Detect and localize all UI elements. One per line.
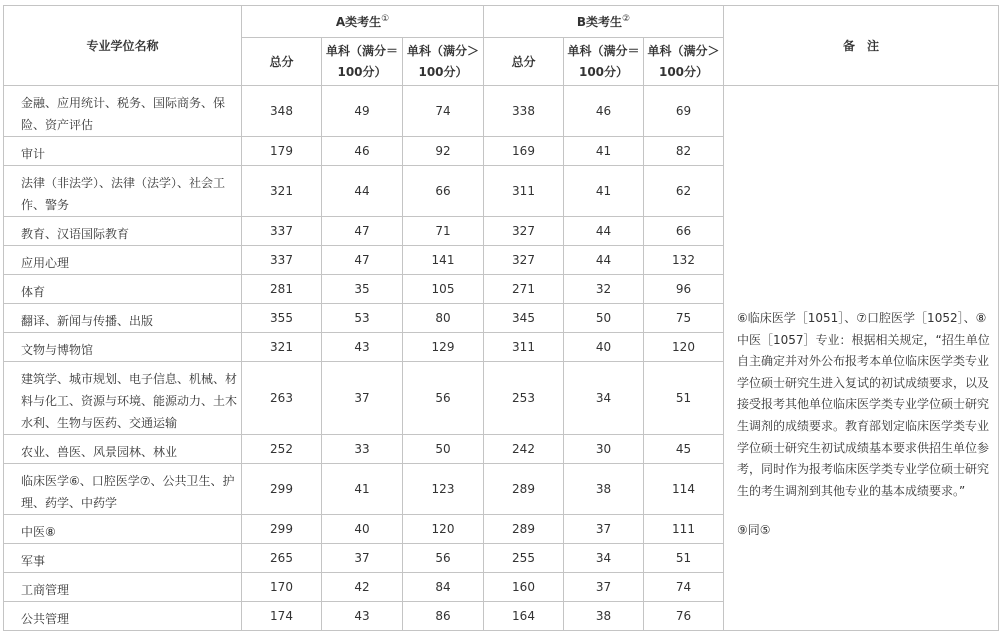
group-a-total-cell: 252: [242, 435, 322, 464]
group-a-total-cell: 179: [242, 137, 322, 166]
group-b-total-cell: 169: [484, 137, 564, 166]
group-a-single-eq-cell: 43: [322, 602, 403, 631]
name-column-header: 专业学位名称: [4, 6, 242, 86]
group-b-single-gt-cell: 45: [644, 435, 724, 464]
group-b-total-cell: 253: [484, 362, 564, 435]
group-a-total-cell: 265: [242, 544, 322, 573]
group-b-single-eq-cell: 38: [564, 464, 644, 515]
group-a-total-cell: 337: [242, 246, 322, 275]
a-single-eq-header: 单科（满分＝ 100分）: [322, 38, 403, 86]
group-b-single-gt-cell: 114: [644, 464, 724, 515]
group-b-single-gt-cell: 51: [644, 362, 724, 435]
group-b-single-gt-cell: 74: [644, 573, 724, 602]
group-b-single-gt-cell: 96: [644, 275, 724, 304]
group-a-single-eq-cell: 42: [322, 573, 403, 602]
group-a-single-gt-cell: 71: [403, 217, 484, 246]
degree-name-cell: 工商管理: [4, 573, 242, 602]
group-a-single-eq-cell: 35: [322, 275, 403, 304]
group-a-single-gt-cell: 92: [403, 137, 484, 166]
degree-name-cell: 文物与博物馆: [4, 333, 242, 362]
group-a-single-eq-cell: 40: [322, 515, 403, 544]
group-a-footnote-mark: ①: [381, 14, 390, 24]
degree-name-cell: 中医⑧: [4, 515, 242, 544]
group-b-single-eq-cell: 44: [564, 246, 644, 275]
group-a-total-cell: 348: [242, 86, 322, 137]
header-row-1: [4, 6, 999, 38]
group-b-total-cell: 338: [484, 86, 564, 137]
group-b-single-eq-cell: 40: [564, 333, 644, 362]
group-a-total-cell: 263: [242, 362, 322, 435]
group-b-single-eq-cell: 50: [564, 304, 644, 333]
group-b-single-eq-cell: 44: [564, 217, 644, 246]
group-a-single-eq-cell: 37: [322, 362, 403, 435]
group-b-single-gt-cell: 76: [644, 602, 724, 631]
group-a-header: A类考生①: [242, 6, 484, 38]
degree-name-cell: 法律（非法学）、法律（法学）、社会工作、警务: [4, 166, 242, 217]
group-b-single-eq-cell: 41: [564, 166, 644, 217]
group-b-total-cell: 327: [484, 246, 564, 275]
group-b-single-eq-cell: 37: [564, 573, 644, 602]
group-b-total-cell: 255: [484, 544, 564, 573]
group-b-total-cell: 327: [484, 217, 564, 246]
degree-name-cell: 临床医学⑥、口腔医学⑦、公共卫生、护理、药学、中药学: [4, 464, 242, 515]
group-b-total-cell: 311: [484, 333, 564, 362]
group-b-total-cell: 345: [484, 304, 564, 333]
group-a-single-eq-cell: 37: [322, 544, 403, 573]
group-b-single-gt-cell: 132: [644, 246, 724, 275]
group-a-single-gt-cell: 129: [403, 333, 484, 362]
degree-name-cell: 建筑学、城市规划、电子信息、机械、材料与化工、资源与环境、能源动力、土木水利、生物与医药、交通运输: [4, 362, 242, 435]
group-b-single-eq-cell: 32: [564, 275, 644, 304]
group-b-total-cell: 289: [484, 515, 564, 544]
group-b-single-gt-cell: 62: [644, 166, 724, 217]
a-total-header: 总分: [242, 38, 322, 86]
group-a-total-cell: 299: [242, 464, 322, 515]
group-a-total-cell: 337: [242, 217, 322, 246]
group-a-single-eq-cell: 49: [322, 86, 403, 137]
group-b-single-eq-cell: 30: [564, 435, 644, 464]
group-a-single-eq-cell: 46: [322, 137, 403, 166]
degree-name-cell: 公共管理: [4, 602, 242, 631]
degree-name-cell: 体育: [4, 275, 242, 304]
group-a-single-eq-cell: 53: [322, 304, 403, 333]
group-b-single-gt-cell: 111: [644, 515, 724, 544]
note-text: ⑥临床医学［1051］、⑦口腔医学［1052］、⑧中医［1057］专业：根据相关规定，“招生单位自主确定并对外公布报考本单位临床医学类专业学位硕士研究生进入复试的初试成绩要求，以及接受报考其他单位临床医学类专业学位硕士研究生调剂的成绩要求。教育部划定临床医学类专业学位硕士研究生初试成绩基本要求供招生单位参考，同时作为报考临床医学类专业学位硕士研究生的考生调剂到其他专业的基本成绩要求。”: [737, 311, 990, 498]
group-a-single-eq-cell: 33: [322, 435, 403, 464]
group-b-total-cell: 160: [484, 573, 564, 602]
degree-name-cell: 金融、应用统计、税务、国际商务、保险、资产评估: [4, 86, 242, 137]
group-a-single-gt-cell: 123: [403, 464, 484, 515]
group-a-single-gt-cell: 105: [403, 275, 484, 304]
group-b-single-gt-cell: 120: [644, 333, 724, 362]
table-row: [4, 86, 999, 137]
note-column-header: 备 注: [724, 6, 999, 86]
group-a-single-gt-cell: 86: [403, 602, 484, 631]
group-a-single-eq-cell: 47: [322, 217, 403, 246]
group-a-single-eq-cell: 43: [322, 333, 403, 362]
group-a-single-eq-cell: 47: [322, 246, 403, 275]
degree-name-cell: 翻译、新闻与传播、出版: [4, 304, 242, 333]
b-total-header: 总分: [484, 38, 564, 86]
group-a-single-gt-cell: 84: [403, 573, 484, 602]
a-single-gt-header: 单科（满分＞ 100分）: [403, 38, 484, 86]
group-b-single-eq-cell: 37: [564, 515, 644, 544]
group-a-total-cell: 281: [242, 275, 322, 304]
group-a-total-cell: 170: [242, 573, 322, 602]
group-a-single-gt-cell: 141: [403, 246, 484, 275]
group-b-total-cell: 271: [484, 275, 564, 304]
group-a-single-eq-cell: 41: [322, 464, 403, 515]
group-b-single-eq-cell: 46: [564, 86, 644, 137]
group-b-total-cell: 242: [484, 435, 564, 464]
group-a-total-cell: 174: [242, 602, 322, 631]
note-cell: [724, 86, 999, 631]
group-a-single-gt-cell: 74: [403, 86, 484, 137]
group-b-single-gt-cell: 69: [644, 86, 724, 137]
group-a-total-cell: 321: [242, 333, 322, 362]
group-b-total-cell: 289: [484, 464, 564, 515]
degree-name-cell: 农业、兽医、风景园林、林业: [4, 435, 242, 464]
group-b-total-cell: 164: [484, 602, 564, 631]
group-b-single-gt-cell: 75: [644, 304, 724, 333]
group-b-single-eq-cell: 34: [564, 362, 644, 435]
group-a-total-cell: 321: [242, 166, 322, 217]
group-a-single-eq-cell: 44: [322, 166, 403, 217]
group-a-single-gt-cell: 56: [403, 362, 484, 435]
group-a-total-cell: 355: [242, 304, 322, 333]
b-single-gt-header: 单科（满分＞ 100分）: [644, 38, 724, 86]
group-b-single-gt-cell: 82: [644, 137, 724, 166]
score-table: [3, 5, 999, 631]
group-b-footnote-mark: ②: [622, 14, 631, 24]
group-b-total-cell: 311: [484, 166, 564, 217]
b-single-eq-header: 单科（满分＝ 100分）: [564, 38, 644, 86]
group-b-single-eq-cell: 34: [564, 544, 644, 573]
note-text-2: ⑨同⑤: [737, 523, 771, 538]
degree-name-cell: 应用心理: [4, 246, 242, 275]
group-a-single-gt-cell: 80: [403, 304, 484, 333]
group-a-single-gt-cell: 56: [403, 544, 484, 573]
group-b-single-gt-cell: 51: [644, 544, 724, 573]
degree-name-cell: 审计: [4, 137, 242, 166]
group-a-single-gt-cell: 50: [403, 435, 484, 464]
group-b-single-gt-cell: 66: [644, 217, 724, 246]
degree-name-cell: 教育、汉语国际教育: [4, 217, 242, 246]
group-b-single-eq-cell: 38: [564, 602, 644, 631]
degree-name-cell: 军事: [4, 544, 242, 573]
group-a-total-cell: 299: [242, 515, 322, 544]
group-b-single-eq-cell: 41: [564, 137, 644, 166]
group-a-single-gt-cell: 120: [403, 515, 484, 544]
group-b-header: B类考生②: [484, 6, 724, 38]
group-a-single-gt-cell: 66: [403, 166, 484, 217]
